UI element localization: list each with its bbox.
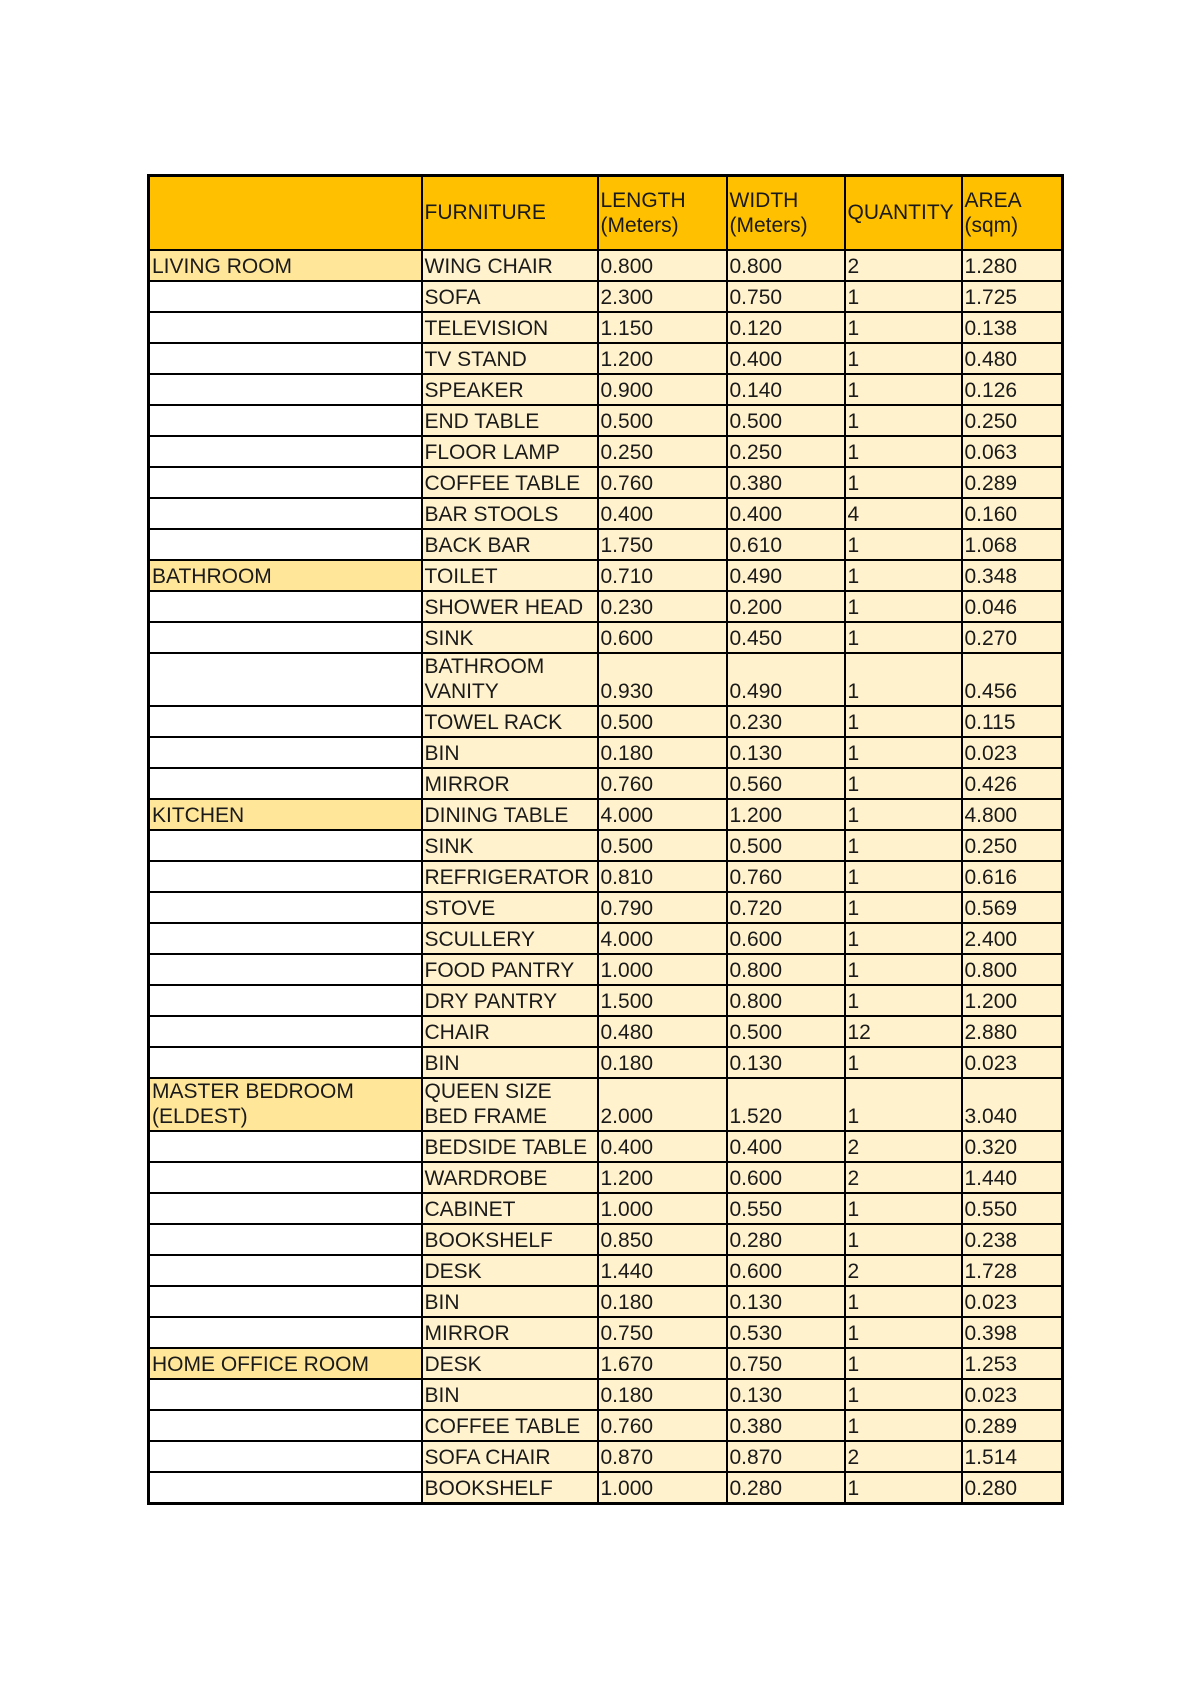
table-header [149, 176, 1063, 251]
quantity-cell: 1 [845, 374, 962, 405]
table-row [149, 1286, 1063, 1317]
quantity-cell: 12 [845, 1016, 962, 1047]
room-cell [149, 467, 422, 498]
table-row [149, 1224, 1063, 1255]
quantity-cell: 1 [845, 436, 962, 467]
table-row [149, 923, 1063, 954]
table-row [149, 405, 1063, 436]
area-cell: 0.320 [962, 1131, 1063, 1162]
furniture-cell: TELEVISION [422, 312, 598, 343]
room-cell [149, 622, 422, 653]
length-cell: 0.230 [598, 591, 727, 622]
furniture-cell: SHOWER HEAD [422, 591, 598, 622]
furniture-cell: DESK [422, 1348, 598, 1379]
furniture-cell: BOOKSHELF [422, 1224, 598, 1255]
table-row [149, 1131, 1063, 1162]
width-cell: 0.450 [727, 622, 845, 653]
furniture-cell: SOFA CHAIR [422, 1441, 598, 1472]
room-cell [149, 1016, 422, 1047]
width-cell: 0.750 [727, 1348, 845, 1379]
furniture-cell: BOOKSHELF [422, 1472, 598, 1504]
width-cell: 0.500 [727, 1016, 845, 1047]
area-cell: 0.456 [962, 653, 1063, 706]
quantity-cell: 1 [845, 622, 962, 653]
header-cell-furniture: FURNITURE [422, 176, 598, 251]
room-cell [149, 985, 422, 1016]
header-cell-room [149, 176, 422, 251]
furniture-cell: STOVE [422, 892, 598, 923]
area-cell: 0.800 [962, 954, 1063, 985]
width-cell: 0.200 [727, 591, 845, 622]
quantity-cell: 1 [845, 281, 962, 312]
room-cell [149, 1255, 422, 1286]
quantity-cell: 1 [845, 560, 962, 591]
width-cell: 1.200 [727, 799, 845, 830]
room-cell [149, 529, 422, 560]
quantity-cell: 1 [845, 1078, 962, 1131]
table-row [149, 560, 1063, 591]
width-cell: 0.800 [727, 985, 845, 1016]
length-cell: 0.400 [598, 498, 727, 529]
length-cell: 1.750 [598, 529, 727, 560]
quantity-cell: 1 [845, 830, 962, 861]
length-cell: 2.300 [598, 281, 727, 312]
length-cell: 0.870 [598, 1441, 727, 1472]
room-cell [149, 768, 422, 799]
furniture-cell: BAR STOOLS [422, 498, 598, 529]
length-cell: 0.480 [598, 1016, 727, 1047]
furniture-cell: SCULLERY [422, 923, 598, 954]
room-cell [149, 312, 422, 343]
area-cell: 0.046 [962, 591, 1063, 622]
table-row [149, 1193, 1063, 1224]
room-cell [149, 892, 422, 923]
width-cell: 0.280 [727, 1224, 845, 1255]
length-cell: 0.250 [598, 436, 727, 467]
length-cell: 2.000 [598, 1078, 727, 1131]
quantity-cell: 1 [845, 591, 962, 622]
width-cell: 0.550 [727, 1193, 845, 1224]
width-cell: 0.130 [727, 1286, 845, 1317]
furniture-cell: WING CHAIR [422, 250, 598, 281]
furniture-cell: MIRROR [422, 1317, 598, 1348]
furniture-cell: CABINET [422, 1193, 598, 1224]
furniture-cell: BIN [422, 1379, 598, 1410]
area-cell: 0.569 [962, 892, 1063, 923]
width-cell: 0.760 [727, 861, 845, 892]
length-cell: 0.500 [598, 706, 727, 737]
area-cell: 0.023 [962, 1379, 1063, 1410]
quantity-cell: 1 [845, 1348, 962, 1379]
length-cell: 0.760 [598, 467, 727, 498]
header-row [149, 176, 1063, 251]
room-cell: KITCHEN [149, 799, 422, 830]
length-cell: 0.750 [598, 1317, 727, 1348]
room-cell [149, 343, 422, 374]
table-row [149, 591, 1063, 622]
area-cell: 1.440 [962, 1162, 1063, 1193]
quantity-cell: 1 [845, 954, 962, 985]
area-cell: 4.800 [962, 799, 1063, 830]
table-row [149, 498, 1063, 529]
table-row [149, 1379, 1063, 1410]
furniture-cell: DINING TABLE [422, 799, 598, 830]
area-cell: 0.270 [962, 622, 1063, 653]
area-cell: 0.023 [962, 737, 1063, 768]
room-cell [149, 374, 422, 405]
area-cell: 0.550 [962, 1193, 1063, 1224]
furniture-cell: BATHROOM VANITY [422, 653, 598, 706]
width-cell: 0.400 [727, 498, 845, 529]
area-cell: 0.289 [962, 1410, 1063, 1441]
table-row [149, 737, 1063, 768]
table-row [149, 250, 1063, 281]
length-cell: 1.000 [598, 1472, 727, 1504]
width-cell: 0.130 [727, 737, 845, 768]
furniture-cell: TOILET [422, 560, 598, 591]
furniture-cell: COFFEE TABLE [422, 467, 598, 498]
area-cell: 0.480 [962, 343, 1063, 374]
area-cell: 0.138 [962, 312, 1063, 343]
room-cell [149, 1472, 422, 1504]
quantity-cell: 1 [845, 861, 962, 892]
area-cell: 1.280 [962, 250, 1063, 281]
area-cell: 0.289 [962, 467, 1063, 498]
room-cell [149, 1317, 422, 1348]
width-cell: 0.560 [727, 768, 845, 799]
table-row [149, 861, 1063, 892]
table-row [149, 1317, 1063, 1348]
room-cell: HOME OFFICE ROOM [149, 1348, 422, 1379]
furniture-cell: REFRIGERATOR [422, 861, 598, 892]
length-cell: 0.600 [598, 622, 727, 653]
quantity-cell: 1 [845, 343, 962, 374]
room-cell [149, 1047, 422, 1078]
table-row [149, 1410, 1063, 1441]
width-cell: 0.750 [727, 281, 845, 312]
area-cell: 2.880 [962, 1016, 1063, 1047]
width-cell: 0.500 [727, 405, 845, 436]
area-cell: 0.115 [962, 706, 1063, 737]
area-cell: 1.253 [962, 1348, 1063, 1379]
length-cell: 0.180 [598, 1047, 727, 1078]
width-cell: 0.600 [727, 923, 845, 954]
area-cell: 0.348 [962, 560, 1063, 591]
furniture-cell: SPEAKER [422, 374, 598, 405]
area-cell: 0.426 [962, 768, 1063, 799]
length-cell: 0.760 [598, 768, 727, 799]
area-cell: 0.063 [962, 436, 1063, 467]
width-cell: 0.530 [727, 1317, 845, 1348]
quantity-cell: 2 [845, 1131, 962, 1162]
area-cell: 0.616 [962, 861, 1063, 892]
furniture-cell: BIN [422, 1286, 598, 1317]
table-row [149, 985, 1063, 1016]
width-cell: 0.490 [727, 560, 845, 591]
furniture-cell: TOWEL RACK [422, 706, 598, 737]
length-cell: 0.180 [598, 737, 727, 768]
furniture-cell: END TABLE [422, 405, 598, 436]
furniture-cell: FOOD PANTRY [422, 954, 598, 985]
furniture-cell: SOFA [422, 281, 598, 312]
table-row [149, 529, 1063, 560]
room-cell [149, 281, 422, 312]
width-cell: 0.250 [727, 436, 845, 467]
room-cell [149, 1162, 422, 1193]
header-cell-length: LENGTH (Meters) [598, 176, 727, 251]
table-row [149, 1016, 1063, 1047]
room-cell [149, 861, 422, 892]
furniture-cell: CHAIR [422, 1016, 598, 1047]
room-cell [149, 737, 422, 768]
width-cell: 0.600 [727, 1255, 845, 1286]
length-cell: 1.000 [598, 954, 727, 985]
table-row [149, 954, 1063, 985]
table-row [149, 343, 1063, 374]
width-cell: 0.800 [727, 250, 845, 281]
room-cell [149, 498, 422, 529]
area-cell: 3.040 [962, 1078, 1063, 1131]
area-cell: 0.160 [962, 498, 1063, 529]
width-cell: 0.610 [727, 529, 845, 560]
length-cell: 1.200 [598, 1162, 727, 1193]
length-cell: 0.800 [598, 250, 727, 281]
width-cell: 0.490 [727, 653, 845, 706]
area-cell: 1.068 [962, 529, 1063, 560]
header-cell-width: WIDTH (Meters) [727, 176, 845, 251]
width-cell: 0.400 [727, 343, 845, 374]
quantity-cell: 1 [845, 985, 962, 1016]
room-cell [149, 1379, 422, 1410]
quantity-cell: 1 [845, 405, 962, 436]
quantity-cell: 1 [845, 1410, 962, 1441]
table-row [149, 436, 1063, 467]
width-cell: 1.520 [727, 1078, 845, 1131]
length-cell: 0.180 [598, 1379, 727, 1410]
furniture-area-table [147, 174, 1064, 1505]
room-cell [149, 591, 422, 622]
room-cell [149, 830, 422, 861]
length-cell: 1.150 [598, 312, 727, 343]
quantity-cell: 1 [845, 1047, 962, 1078]
width-cell: 0.500 [727, 830, 845, 861]
length-cell: 1.440 [598, 1255, 727, 1286]
area-cell: 0.023 [962, 1286, 1063, 1317]
quantity-cell: 1 [845, 1286, 962, 1317]
room-cell [149, 1131, 422, 1162]
quantity-cell: 2 [845, 1441, 962, 1472]
table-row [149, 1255, 1063, 1286]
table-row [149, 799, 1063, 830]
width-cell: 0.130 [727, 1047, 845, 1078]
furniture-cell: FLOOR LAMP [422, 436, 598, 467]
quantity-cell: 1 [845, 1379, 962, 1410]
quantity-cell: 1 [845, 799, 962, 830]
area-cell: 0.398 [962, 1317, 1063, 1348]
area-cell: 0.126 [962, 374, 1063, 405]
length-cell: 1.000 [598, 1193, 727, 1224]
length-cell: 0.180 [598, 1286, 727, 1317]
furniture-cell: MIRROR [422, 768, 598, 799]
width-cell: 0.720 [727, 892, 845, 923]
quantity-cell: 1 [845, 1472, 962, 1504]
area-cell: 0.250 [962, 830, 1063, 861]
room-cell [149, 706, 422, 737]
width-cell: 0.130 [727, 1379, 845, 1410]
quantity-cell: 2 [845, 1162, 962, 1193]
furniture-cell: WARDROBE [422, 1162, 598, 1193]
width-cell: 0.380 [727, 1410, 845, 1441]
furniture-cell: SINK [422, 830, 598, 861]
area-cell: 0.250 [962, 405, 1063, 436]
header-cell-area: AREA (sqm) [962, 176, 1063, 251]
room-cell: MASTER BEDROOM (ELDEST) [149, 1078, 422, 1131]
furniture-cell: COFFEE TABLE [422, 1410, 598, 1441]
width-cell: 0.120 [727, 312, 845, 343]
furniture-cell: BEDSIDE TABLE [422, 1131, 598, 1162]
table-row [149, 1047, 1063, 1078]
furniture-cell: DESK [422, 1255, 598, 1286]
table-row [149, 768, 1063, 799]
furniture-cell: SINK [422, 622, 598, 653]
furniture-cell: BACK BAR [422, 529, 598, 560]
table-row [149, 1441, 1063, 1472]
width-cell: 0.230 [727, 706, 845, 737]
quantity-cell: 2 [845, 1255, 962, 1286]
table-row [149, 892, 1063, 923]
table-row [149, 467, 1063, 498]
length-cell: 0.710 [598, 560, 727, 591]
area-cell: 0.280 [962, 1472, 1063, 1504]
length-cell: 0.930 [598, 653, 727, 706]
table-row [149, 374, 1063, 405]
length-cell: 0.500 [598, 405, 727, 436]
table-row [149, 622, 1063, 653]
quantity-cell: 1 [845, 706, 962, 737]
table-row [149, 706, 1063, 737]
length-cell: 4.000 [598, 923, 727, 954]
area-cell: 1.725 [962, 281, 1063, 312]
width-cell: 0.870 [727, 1441, 845, 1472]
quantity-cell: 2 [845, 250, 962, 281]
area-cell: 1.728 [962, 1255, 1063, 1286]
room-cell [149, 923, 422, 954]
table-row [149, 1162, 1063, 1193]
length-cell: 0.760 [598, 1410, 727, 1441]
quantity-cell: 1 [845, 923, 962, 954]
length-cell: 0.810 [598, 861, 727, 892]
table-body [149, 250, 1063, 1504]
table-row [149, 1348, 1063, 1379]
header-cell-quantity: QUANTITY [845, 176, 962, 251]
table-row [149, 653, 1063, 706]
area-cell: 0.023 [962, 1047, 1063, 1078]
room-cell [149, 1193, 422, 1224]
quantity-cell: 1 [845, 892, 962, 923]
room-cell [149, 954, 422, 985]
area-cell: 2.400 [962, 923, 1063, 954]
furniture-cell: BIN [422, 737, 598, 768]
length-cell: 0.900 [598, 374, 727, 405]
quantity-cell: 1 [845, 653, 962, 706]
table-row [149, 281, 1063, 312]
room-cell [149, 436, 422, 467]
width-cell: 0.600 [727, 1162, 845, 1193]
width-cell: 0.140 [727, 374, 845, 405]
quantity-cell: 1 [845, 1224, 962, 1255]
length-cell: 4.000 [598, 799, 727, 830]
area-cell: 1.200 [962, 985, 1063, 1016]
width-cell: 0.380 [727, 467, 845, 498]
furniture-cell: BIN [422, 1047, 598, 1078]
quantity-cell: 4 [845, 498, 962, 529]
quantity-cell: 1 [845, 1317, 962, 1348]
room-cell [149, 653, 422, 706]
table-row [149, 830, 1063, 861]
furniture-cell: TV STAND [422, 343, 598, 374]
length-cell: 1.200 [598, 343, 727, 374]
table-row [149, 1472, 1063, 1504]
width-cell: 0.280 [727, 1472, 845, 1504]
quantity-cell: 1 [845, 768, 962, 799]
area-cell: 0.238 [962, 1224, 1063, 1255]
room-cell [149, 1410, 422, 1441]
width-cell: 0.400 [727, 1131, 845, 1162]
furniture-cell: DRY PANTRY [422, 985, 598, 1016]
length-cell: 0.400 [598, 1131, 727, 1162]
room-cell [149, 1224, 422, 1255]
table-row [149, 1078, 1063, 1131]
length-cell: 0.850 [598, 1224, 727, 1255]
room-cell: BATHROOM [149, 560, 422, 591]
length-cell: 1.670 [598, 1348, 727, 1379]
quantity-cell: 1 [845, 467, 962, 498]
room-cell [149, 1441, 422, 1472]
length-cell: 0.790 [598, 892, 727, 923]
quantity-cell: 1 [845, 529, 962, 560]
table-row [149, 312, 1063, 343]
length-cell: 1.500 [598, 985, 727, 1016]
area-cell: 1.514 [962, 1441, 1063, 1472]
furniture-cell: QUEEN SIZE BED FRAME [422, 1078, 598, 1131]
quantity-cell: 1 [845, 737, 962, 768]
width-cell: 0.800 [727, 954, 845, 985]
room-cell: LIVING ROOM [149, 250, 422, 281]
quantity-cell: 1 [845, 1193, 962, 1224]
length-cell: 0.500 [598, 830, 727, 861]
quantity-cell: 1 [845, 312, 962, 343]
room-cell [149, 1286, 422, 1317]
room-cell [149, 405, 422, 436]
